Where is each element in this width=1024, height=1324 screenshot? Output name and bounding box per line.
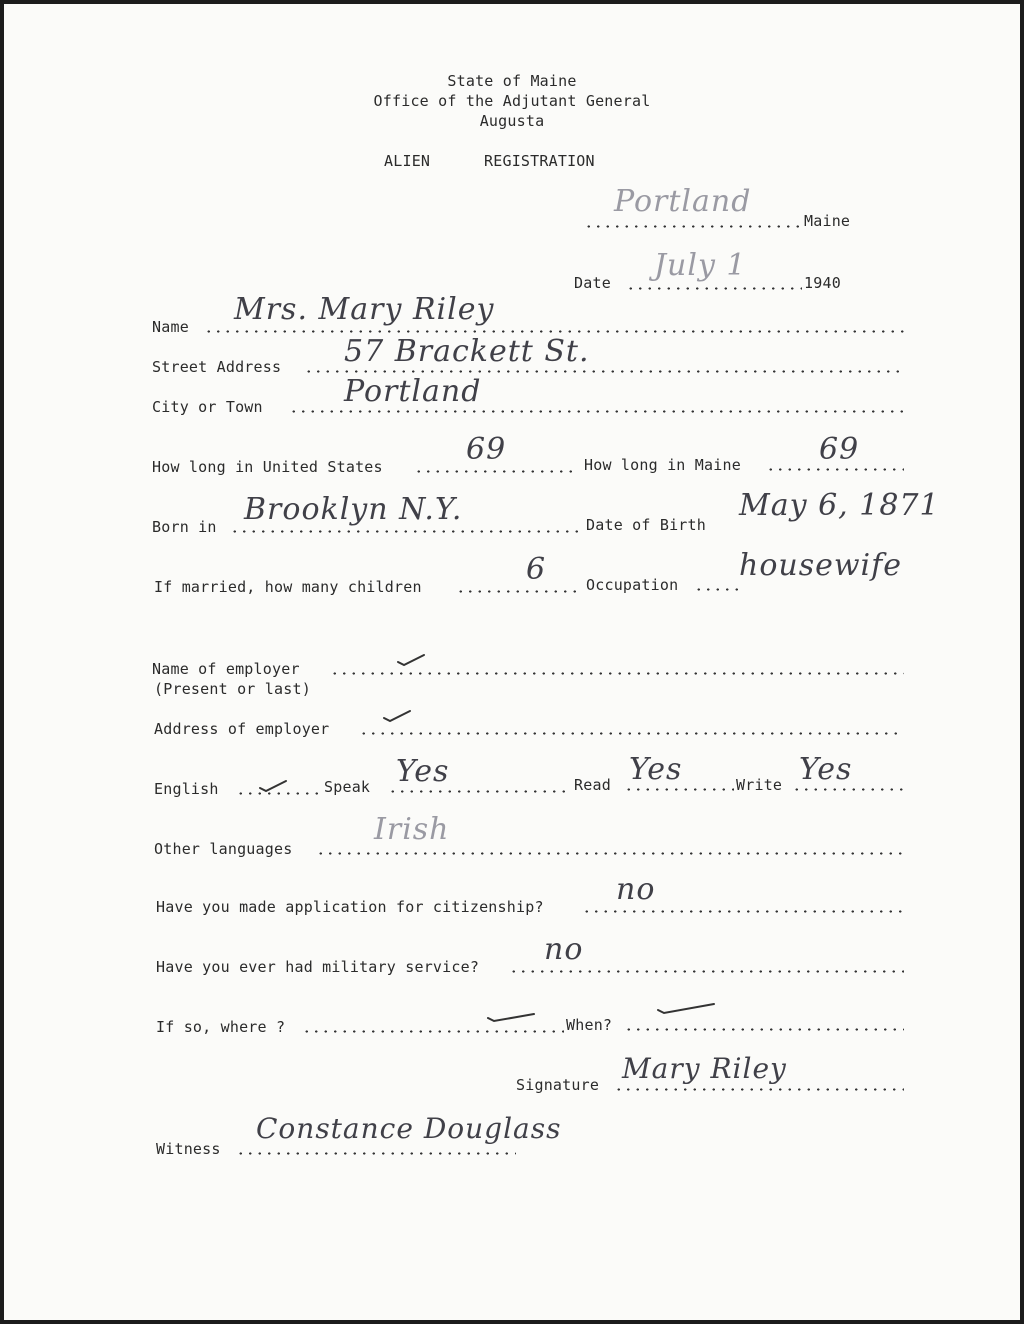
header-state: State of Maine bbox=[447, 72, 577, 90]
how-long-us-value: 69 bbox=[466, 432, 507, 467]
date-of-birth-value: May 6, 1871 bbox=[739, 488, 940, 523]
dotted-line bbox=[414, 470, 579, 473]
header-city: Augusta bbox=[479, 112, 545, 130]
form-title-alien: ALIEN bbox=[384, 152, 431, 170]
dotted-line bbox=[624, 1028, 904, 1031]
citizenship-value: no bbox=[616, 872, 656, 907]
dotted-line bbox=[456, 590, 582, 593]
employer-label: Name of employer bbox=[152, 660, 300, 678]
children-value: 6 bbox=[526, 552, 547, 587]
occupation-label: Occupation bbox=[586, 576, 679, 594]
dotted-line bbox=[289, 410, 904, 413]
name-value: Mrs. Mary Riley bbox=[234, 292, 495, 327]
witness-label: Witness bbox=[156, 1140, 221, 1158]
children-label: If married, how many children bbox=[154, 578, 422, 596]
dotted-line bbox=[614, 1088, 904, 1091]
checkmark-icon bbox=[382, 708, 412, 724]
write-label: Write bbox=[736, 776, 783, 794]
checkmark-icon bbox=[258, 778, 288, 794]
military-label: Have you ever had military service? bbox=[156, 958, 480, 976]
dotted-line bbox=[792, 788, 904, 791]
english-label: English bbox=[154, 780, 219, 798]
date-label: Date bbox=[574, 274, 611, 292]
checkmark-icon bbox=[656, 1000, 716, 1016]
military-value: no bbox=[544, 932, 584, 967]
other-languages-value: Irish bbox=[374, 812, 450, 847]
dotted-line bbox=[236, 1152, 516, 1155]
place-value: Portland bbox=[614, 184, 752, 219]
read-label: Read bbox=[574, 776, 611, 794]
dotted-line bbox=[509, 970, 904, 973]
header-office: Office of the Adjutant General bbox=[373, 92, 651, 110]
born-in-value: Brooklyn N.Y. bbox=[244, 492, 463, 527]
employer-sublabel: (Present or last) bbox=[154, 680, 311, 698]
dotted-line bbox=[582, 910, 904, 913]
occupation-value: housewife bbox=[739, 548, 902, 583]
place-suffix: Maine bbox=[804, 212, 851, 230]
dotted-line bbox=[624, 788, 734, 791]
speak-value: Yes bbox=[396, 754, 450, 789]
form-title-registration: REGISTRATION bbox=[484, 152, 595, 170]
dotted-line bbox=[304, 370, 904, 373]
dotted-line bbox=[359, 732, 904, 735]
signature-label: Signature bbox=[516, 1076, 600, 1094]
dotted-line bbox=[230, 530, 584, 533]
dotted-line bbox=[330, 672, 904, 675]
dotted-line bbox=[204, 330, 904, 333]
employer-address-label: Address of employer bbox=[154, 720, 330, 738]
speak-label: Speak bbox=[324, 778, 371, 796]
citizenship-label: Have you made application for citizenship? bbox=[156, 898, 544, 916]
dotted-line bbox=[316, 852, 904, 855]
checkmark-icon bbox=[486, 1008, 536, 1024]
read-value: Yes bbox=[629, 752, 683, 787]
city-value: Portland bbox=[344, 374, 482, 409]
city-label: City or Town bbox=[152, 398, 263, 416]
dotted-line bbox=[388, 790, 572, 793]
date-value: July 1 bbox=[654, 248, 747, 283]
street-label: Street Address bbox=[152, 358, 282, 376]
other-languages-label: Other languages bbox=[154, 840, 293, 858]
street-value: 57 Brackett St. bbox=[344, 334, 590, 369]
dotted-line bbox=[766, 468, 904, 471]
date-of-birth-label: Date of Birth bbox=[586, 516, 706, 534]
date-year: 1940 bbox=[804, 274, 841, 292]
when-label: When? bbox=[566, 1016, 613, 1034]
dotted-line bbox=[694, 588, 744, 591]
dotted-line bbox=[626, 287, 802, 290]
name-label: Name bbox=[152, 318, 189, 336]
write-value: Yes bbox=[799, 752, 853, 787]
checkmark-icon bbox=[396, 652, 426, 668]
witness-value: Constance Douglass bbox=[256, 1112, 562, 1145]
signature-value: Mary Riley bbox=[622, 1052, 787, 1085]
if-so-where-label: If so, where ? bbox=[156, 1018, 286, 1036]
born-in-label: Born in bbox=[152, 518, 217, 536]
dotted-line bbox=[584, 225, 804, 228]
how-long-maine-value: 69 bbox=[819, 432, 860, 467]
how-long-us-label: How long in United States bbox=[152, 458, 383, 476]
how-long-maine-label: How long in Maine bbox=[584, 456, 741, 474]
dotted-line bbox=[302, 1030, 564, 1033]
